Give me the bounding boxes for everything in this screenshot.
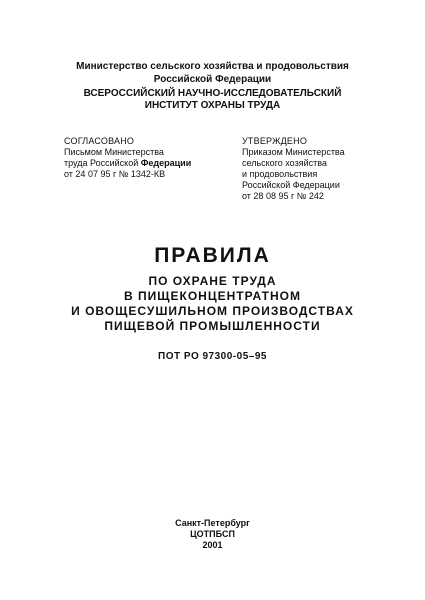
imprint — [0, 518, 425, 551]
subtitle-line-4: ПИЩЕВОЙ ПРОМЫШЛЕННОСТИ — [104, 319, 321, 333]
institute-line-2: ИНСТИТУТ ОХРАНЫ ТРУДА — [144, 100, 281, 111]
approved-block — [242, 136, 345, 202]
agreed-line-3: от 24 07 95 г № 1342-КВ — [64, 169, 166, 179]
document-title: ПРАВИЛА — [154, 244, 271, 267]
approved-heading: УТВЕРЖДЕНО — [242, 136, 308, 146]
agreed-line-2 — [64, 158, 191, 169]
agreed-line-1: Письмом Министерства — [64, 147, 164, 157]
approved-line-1: Приказом Министерства — [242, 147, 345, 157]
ministry-line-2: Российской Федерации — [153, 74, 272, 85]
agreed-block — [64, 136, 191, 180]
agreed-line-2-bold: Федерации — [140, 158, 192, 168]
subtitle-line-1: ПО ОХРАНЕ ТРУДА — [148, 274, 277, 288]
ministry-name — [0, 60, 425, 86]
document-subtitle — [0, 274, 425, 334]
institute-line-1: ВСЕРОССИЙСКИЙ НАУЧНО-ИССЛЕДОВАТЕЛЬСКИЙ — [83, 88, 342, 99]
agreed-heading: СОГЛАСОВАНО — [64, 136, 135, 146]
imprint-publisher: ЦОТПБСП — [190, 529, 235, 539]
imprint-city: Санкт-Петербург — [175, 518, 250, 528]
subtitle-line-2: В ПИЩЕКОНЦЕНТРАТНОМ — [124, 289, 301, 303]
approved-line-5: от 28 08 95 г № 242 — [242, 191, 324, 201]
ministry-line-1: Министерство сельского хозяйства и продовольствия — [76, 61, 349, 72]
approved-line-2: сельского хозяйства — [242, 158, 327, 168]
subtitle-line-3: И ОВОЩЕСУШИЛЬНОМ ПРОИЗВОДСТВАХ — [71, 304, 354, 318]
imprint-year: 2001 — [202, 540, 223, 550]
approved-line-3: и продовольствия — [242, 169, 318, 179]
institute-name — [0, 88, 425, 112]
agreed-line-2-plain: труда Российской — [64, 158, 141, 168]
approved-line-4: Российской Федерации — [242, 180, 340, 190]
document-code: ПОТ РО 97300-05–95 — [158, 351, 267, 362]
